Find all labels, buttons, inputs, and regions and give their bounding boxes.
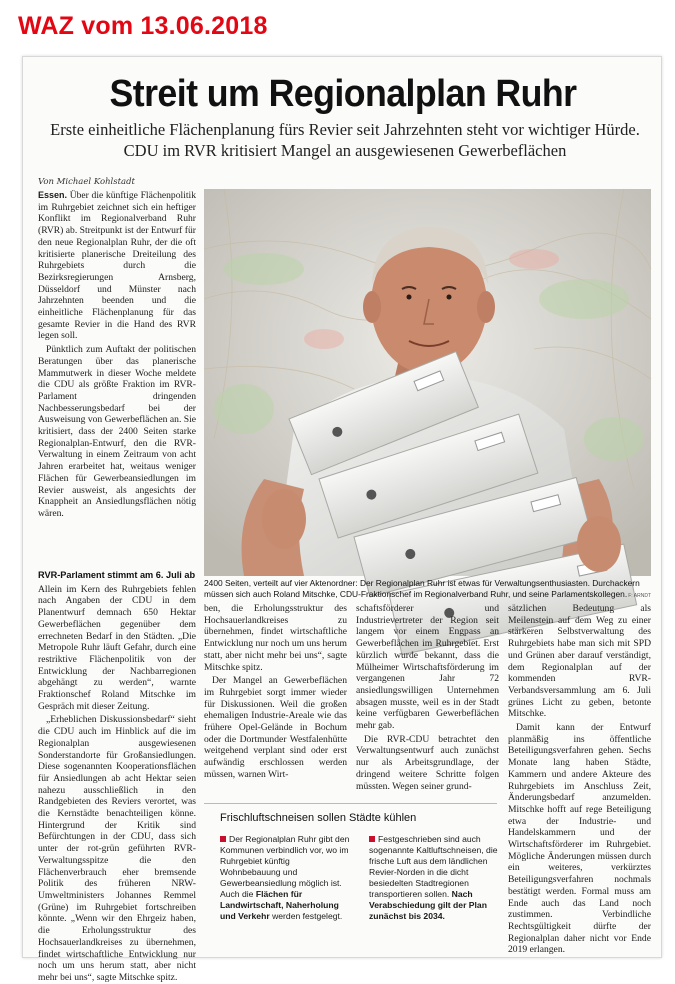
article-column-1-lower — [38, 570, 196, 983]
section-subheadline: RVR-Parlament stimmt am 6. Juli ab — [38, 570, 196, 580]
paragraph: Die RVR-CDU betrachtet den Verwaltungsentwurf auch zunächst nur als Arbeitsgrundlage, der dringend weitere Schritte folgen müssten. Wegen seiner grund- — [356, 733, 499, 792]
paragraph: sätzlichen Bedeutung als Meilenstein auf dem Weg zu einer stärkeren Selbstverwaltung des Ruhrgebiets habe man sich mit SPD und Grünen aber darauf verständigt, dem Regionalplan auf der kommenden RVR-Verbandsversammlung am 6. Juli grünes Licht zu geben, betonte Mitschke. — [508, 603, 651, 720]
paragraph: schaftsförderer und Industrievertreter der Region seit langem vor einem Engpass an Gewerbeflächen im Ruhrgebiet. Erst kürzlich wurde bekannt, dass die Mülheimer Wirtschaftsförderung im vergangenen Jahr 72 ansiedlungswilligen Unternehmen absagen musste, weil es in der Stadt keine verfügbaren Gewerbeflächen mehr gab. — [356, 603, 499, 732]
info-text: Festgeschrieben sind auch sogenannte Kaltluftschneisen, die frische Luft aus dem ländlichen Revier-Norden in die dicht besiedelten Stadtregionen transportieren sollen. — [369, 834, 498, 899]
info-bold-text: Nach Verabschiedung gilt der Plan zunächst bis 2034. — [369, 889, 487, 921]
photo-credit: F: ARNDT — [628, 592, 651, 599]
article-byline: Von Michael Kohlstadt — [38, 177, 135, 187]
article-column-3 — [356, 603, 499, 799]
info-box-column-1 — [220, 834, 350, 922]
paragraph: Allein im Kern des Ruhrgebiets fehlen nach Angaben der CDU in dem Planentwurf demnach 650 Hektar Gewerbeflächen gegenüber dem errechneten Bedarf in den Städten. „Die Metropole Ruhr läuft Gefahr, durch eine restriktive Flächenpolitik von der Entwicklung der Nachbarregionen abgehängt zu werden“, warnte Fraktionschef Roland Mitschke im Gespräch mit dieser Zeitung. — [38, 583, 196, 712]
article-headline: Streit um Regionalplan Ruhr — [109, 73, 577, 115]
photo-illustration — [204, 189, 651, 576]
dateline: Essen. — [38, 190, 68, 200]
info-text: Der Regionalplan Ruhr gibt den Kommunen verbindlich vor, wo im Ruhrgebiet künftig Wohnbebauung und Gewerbeansiedlung möglich ist. Auch die — [220, 834, 350, 899]
info-box — [204, 803, 497, 955]
article-column-2 — [204, 603, 347, 799]
article-photo — [204, 189, 651, 576]
caption-text: 2400 Seiten, verteilt auf vier Aktenordner: Der Regionalplan Ruhr ist etwas für Verwaltungsenthusiasten. Durchackern müssen sich auch Roland Mitschke, CDU-Fraktionschef im Regionalverband Ruhr, und seine Parlamentskollegen. — [204, 578, 640, 599]
info-box-title: Frischluftschneisen sollen Städte kühlen — [220, 812, 417, 824]
paragraph: „Erheblichen Diskussionsbedarf“ sieht die CDU auch im Hinblick auf die im Regionalplan ausgewiesenen Sonderstandorte für Großansiedlungen. Diese sogenannten Kooperationsflächen für Ansiedlungen ab acht Hektar seien nahezu ausschließlich in den Randgebieten des Reviers verortet, was die Kernstädte benachteiligen könne. Hintergrund der Kritik sind Befürchtungen in der CDU, dass sich unter der rot-grün geführten RVR-Verwaltungsspitze die den Flächenverbrauch eher bremsende Politik des früheren NRW-Umweltministers Johannes Remmel (Grüne) im Ruhrgebiet fortschreiben könnte. „Wenn wir den Ehrgeiz haben, die Erholungsstruktur des Hochsauerlandkreises zu übernehmen, findet wirtschaftliche Entwicklung nur noch um uns herum statt, aber nicht mehr bei uns“, sagte Mitschke spitz. — [38, 714, 196, 983]
info-text-end: werden festgelegt. — [272, 911, 343, 921]
paragraph: Der Mangel an Gewerbeflächen im Ruhrgebiet sorgt immer wieder für Diskussionen. Weil die großen ehemaligen Industrie-Areale wie das frühere Opel-Gelände in Bochum oder die Dortmunder Westfalenhütte weitgehend verplant sind oder erst aufwändig erschlossen werden müssen, warnen Wirt- — [204, 675, 347, 780]
newspaper-clipping — [22, 56, 662, 983]
info-box-column-2 — [369, 834, 499, 922]
paragraph: ben, die Erholungsstruktur des Hochsauerlandkreises zu übernehmen, findet wirtschaftliche Entwicklung nur noch um uns herum statt, aber nicht mehr bei uns“, sagte Mitschke spitz. — [204, 603, 347, 673]
article-column-4 — [508, 603, 651, 955]
paragraph: Über die künftige Flächenpolitik im Ruhrgebiet zeichnet sich ein heftiger Konflikt im Regionalverband Ruhr (RVR) ab. Streitpunkt ist der Entwurf für den neue Regionalplan Ruhr, der die oft kritisierte planerische Dreiteilung des Ruhrgebiets durch die Bezirksregierungen Arnsberg, Düsseldorf und Münster nach Jahrzehnten beenden und die einheitliche Flächenplanung für das gesamte Revier in die Hand des RVR legen soll. — [38, 190, 196, 342]
paragraph: Pünktlich zum Auftakt der politischen Beratungen über das planerische Mammutwerk in dieser Woche meldete die CDU als größte Fraktion im RVR-Parlament dringenden Nachbesserungsbedarf bei der Ausweisung von Gewerbeflächen an. Sie kritisiert, dass der 2400 Seiten starke Regionalplan-Entwurf, den die RVR-Verwaltung in einem Zeitraum von acht Jahren erarbeitet hat, weitaus weniger Flächen für Gewerbeansiedlungen im Revier ausweist, als angesichts der Knappheit an Ansiedlungsflächen nötig wären. — [38, 344, 196, 519]
bullet-square-icon — [220, 836, 226, 842]
article-subheadline: Erste einheitliche Flächenplanung fürs Revier seit Jahrzehnten steht vor wichtiger Hürde. CDU im RVR kritisiert Mangel an ausgewiesenen Gewerbeflächen — [50, 120, 640, 160]
photo-caption — [204, 578, 651, 601]
bullet-square-icon — [369, 836, 375, 842]
article-column-1 — [38, 190, 196, 570]
info-bold-text: Flächen für Landwirtschaft, Naherholung und Verkehr — [220, 889, 339, 921]
source-label: WAZ vom 13.06.2018 — [18, 12, 268, 40]
paragraph: Damit kann der Entwurf planmäßig ins öffentliche Beteiligungsverfahren gehen. Sechs Monate lang haben Städte, Kammern und andere Akteure des Ruhrgebiets im Anschluss Zeit, Änderungsbedarf anzumelden. Mitschke hofft auf rege Beteiligung etwa der Industrie- und Handelskammern und der Wirtschaftsförderer im Ruhrgebiet. Mögliche Änderungen müssen durch ein weiteres, verkürztes Beteiligungsverfahren nochmals bestätigt werden. Formal muss am Ende auch das Land noch zustimmen. Verbindliche Rechtsgültigkeit dürfte der Regionalplan daher nicht vor Ende 2019 erlangen. — [508, 722, 651, 956]
